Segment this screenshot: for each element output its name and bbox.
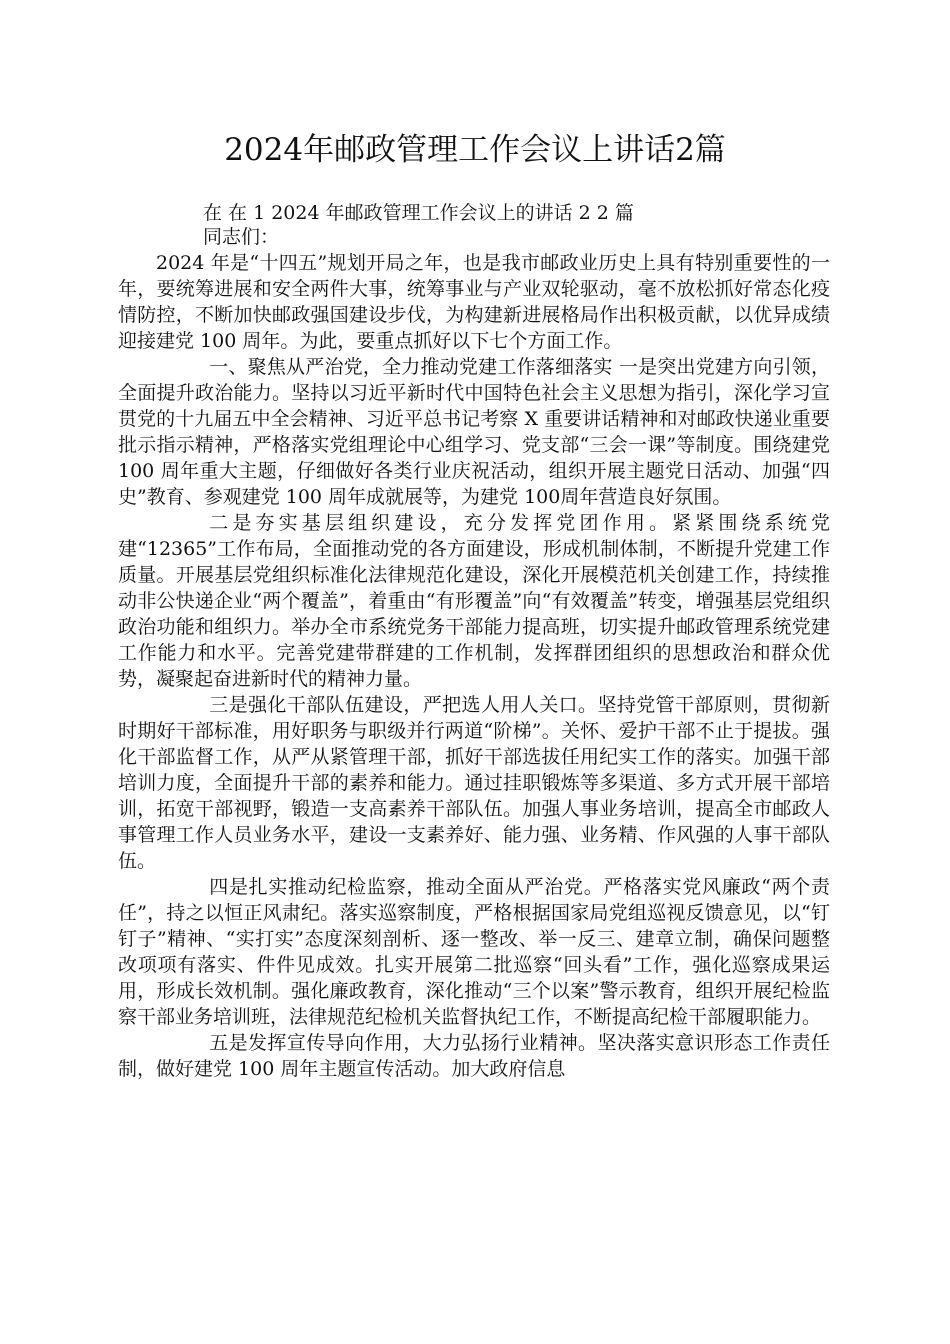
document-subtitle: 在 在 1 2024 年邮政管理工作会议上的讲话 2 2 篇 [203,202,634,224]
paragraph-3: 三是强化干部队伍建设，严把选人用人关口。坚持党管干部原则，贯彻新时期好干部标准，用好职务与职级并行两道“阶梯”。关怀、爱护干部不止于提拔。强化干部监督工作，从严从紧管理干部，抓好干部选拔任用纪实工作的落实。加强干部培训力度，全面提升干部的素养和能力。通过挂职锻炼等多渠道、多方式开展干部培训，拓宽干部视野，锻造一支高素养干部队伍。加强人事业务培训，提高全市邮政人事管理工作人员业务水平，建设一支素养好、能力强、业务精、作风强的人事干部队伍。 [118,694,830,872]
paragraph-1: 一、聚焦从严治党，全力推动党建工作落细落实 一是突出党建方向引领，全面提升政治能力。坚持以习近平新时代中国特色社会主义思想为指引，深化学习宣贯党的十九届五中全会精神、习近平总书记考察 X 重要讲话精神和对邮政快递业重要批示指示精神，严格落实党组理论中心组学习、党支部“三会一课”等制度。围绕建党 100 周年重大主题，仔细做好各类行业庆祝活动，组织开展主题党日活动、加强“四史”教育、参观建党 100 周年成就展等，为建党 100周年营造良好氛围。 [118,356,830,508]
document-title: 2024年邮政管理工作会议上讲话2篇 [224,132,726,168]
paragraph-4: 四是扎实推动纪检监察，推动全面从严治党。严格落实党风廉政“两个责任”，持之以恒正风肃纪。落实巡察制度，严格根据国家局党组巡视反馈意见，以“钉钉子”精神、“实打实”态度深刻剖析、逐一整改、举一反三、建章立制，确保问题整改项项有落实、件件见成效。扎实开展第二批巡察“回头看”工作，强化巡察成果运用，形成长效机制。强化廉政教育，深化推动“三个以案”警示教育，组织开展纪检监察干部业务培训班，法律规范纪检机关监督执纪工作，不断提高纪检干部履职能力。 [118,876,830,1028]
paragraph-intro: 2024 年是“十四五”规划开局之年，也是我市邮政业历史上具有特别重要性的一年，要统筹进展和安全两件大事，统筹事业与产业双轮驱动，毫不放松抓好常态化疫情防控，不断加快邮政强国建设步伐，为构建新进展格局作出积极贡献，以优异成绩迎接建党 100 周年。为此，要重点抓好以下七个方面工作。 [118,252,830,352]
greeting: 同志们： [203,226,280,248]
paragraph-2: 二是夯实基层组织建设，充分发挥党团作用。紧紧围绕系统党建“12365”工作布局，全面推动党的各方面建设，形成机制体制，不断提升党建工作质量。开展基层党组织标准化法律规范化建设，深化开展模范机关创建工作，持续推动非公快递企业“两个覆盖”，着重由“有形覆盖”向“有效覆盖”转变，增强基层党组织政治功能和组织力。举办全市系统党务干部能力提高班，切实提升邮政管理系统党建工作能力和水平。完善党建带群建的工作机制，发挥群团组织的思想政治和群众优势，凝聚起奋进新时代的精神力量。 [118,512,830,690]
paragraph-5: 五是发挥宣传导向作用，大力弘扬行业精神。坚决落实意识形态工作责任制，做好建党 100 周年主题宣传活动。加大政府信息 [118,1032,830,1080]
document-body [118,250,830,1082]
